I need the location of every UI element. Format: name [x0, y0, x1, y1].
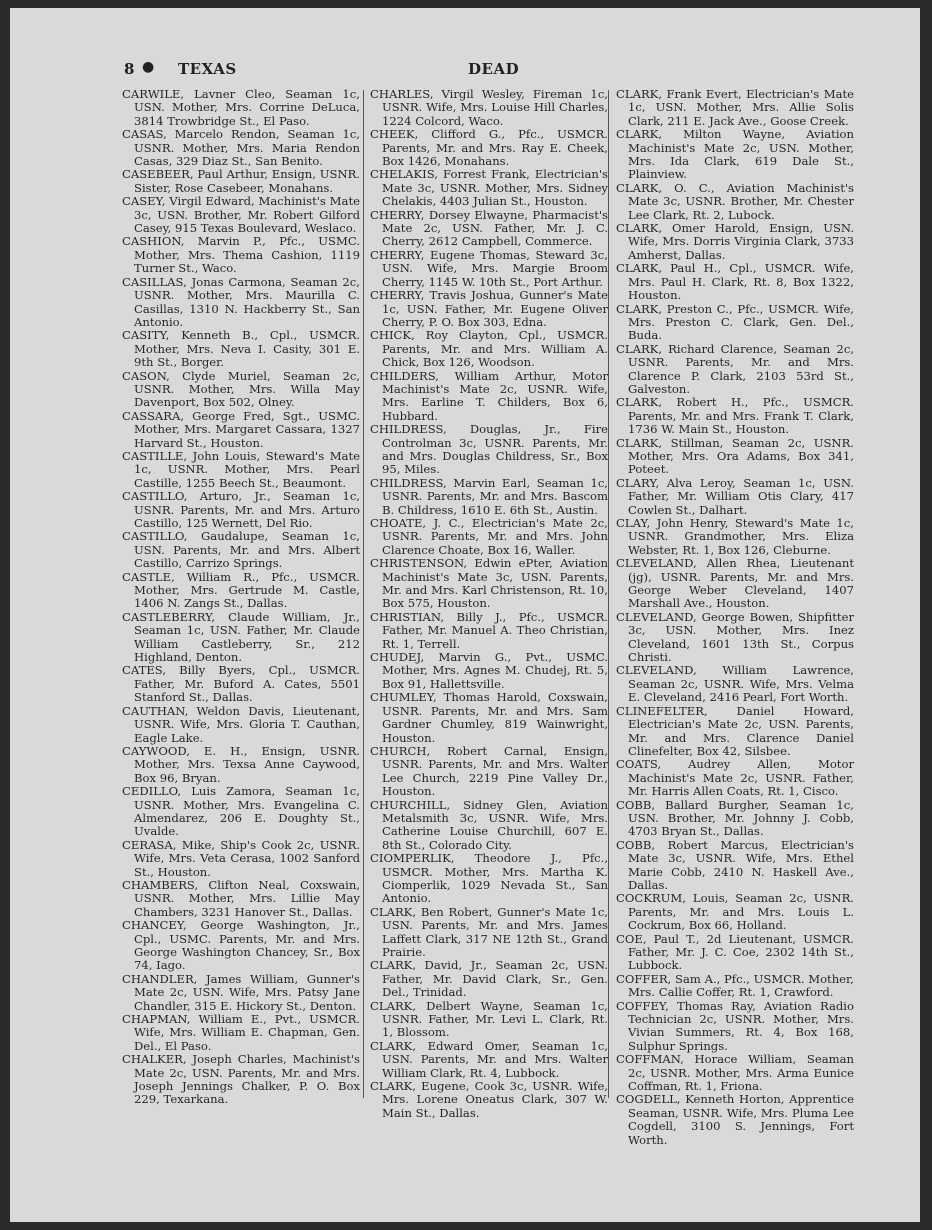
casualty-entry: CHANDLER, James William, Gunner's Mate 2c, USN. Wife, Mrs. Patsy Jane Chandler, 315 E. Hickory St., Denton.	[122, 971, 360, 1013]
casualty-entry: CLAY, John Henry, Steward's Mate 1c, USNR. Grandmother, Mrs. Eliza Webster, Rt. 1, Box 126, Cleburne.	[616, 516, 854, 557]
casualty-entry: CHRISTENSON, Edwin ePter, Aviation Machinist's Mate 3c, USN. Parents, Mr. and Mrs. Karl Christenson, Rt. 10, Box 575, Houston.	[370, 556, 608, 611]
casualty-entry: CHANCEY, George Washington, Jr., Cpl., USMC. Parents, Mr. and Mrs. George Washington Chancey, Sr., Box 74, Iago.	[122, 918, 360, 973]
casualty-entry: CHUDEJ, Marvin G., Pvt., USMC. Mother, Mrs. Agnes M. Chudej, Rt. 5, Box 91, Hallettsville.	[370, 650, 608, 691]
casualty-entry: COE, Paul T., 2d Lieutenant, USMCR. Father, Mr. J. C. Coe, 2302 14th St., Lubbock.	[616, 931, 854, 973]
casualty-entry: CHAMBERS, Clifton Neal, Coxswain, USNR. Mother, Mrs. Lillie May Chambers, 3231 Hanover St., Dallas.	[122, 877, 360, 919]
section-title: DEAD	[468, 60, 520, 78]
casualty-entry: CHICK, Roy Clayton, Cpl., USMCR. Parents, Mr. and Mrs. William A. Chick, Box 126, Woodson.	[370, 328, 608, 370]
casualty-entry: CASTILLO, Gaudalupe, Seaman 1c, USN. Parents, Mr. and Mrs. Albert Castillo, Carrizo Springs.	[122, 529, 360, 571]
casualty-entry: CLARK, David, Jr., Seaman 2c, USN. Father, Mr. David Clark, Sr., Gen. Del., Trinidad.	[370, 958, 608, 1000]
casualty-entry: CARWILE, Lavner Cleo, Seaman 1c, USN. Mother, Mrs. Corrine DeLuca, 3814 Trowbridge St., El Paso.	[122, 87, 360, 128]
casualty-entry: CLARK, Frank Evert, Electrician's Mate 1c, USN. Mother, Mrs. Allie Solis Clark, 211 E. Jack Ave., Goose Creek.	[616, 87, 854, 128]
document-page	[10, 8, 920, 1222]
casualty-entry: CLARK, Stillman, Seaman 2c, USNR. Mother, Mrs. Ora Adams, Box 341, Poteet.	[616, 435, 854, 477]
casualty-entry: CHAPMAN, William E., Pvt., USMCR. Wife, Mrs. William E. Chapman, Gen. Del., El Paso.	[122, 1012, 360, 1053]
casualty-entry: CHELAKIS, Forrest Frank, Electrician's Mate 3c, USNR. Mother, Mrs. Sidney Chelakis, 4403 Julian St., Houston.	[370, 167, 608, 209]
casualty-entry: CIOMPERLIK, Theodore J., Pfc., USMCR. Mother, Mrs. Martha K. Ciomperlik, 1029 Nevada St., San Antonio.	[370, 851, 608, 906]
casualty-entry: CLARK, Omer Harold, Ensign, USN. Wife, Mrs. Dorris Virginia Clark, 3733 Amherst, Dallas.	[616, 221, 854, 262]
state-title: TEXAS	[178, 60, 237, 78]
casualty-entry: CHUMLEY, Thomas Harold, Coxswain, USNR. Parents, Mr. and Mrs. Sam Gardner Chumley, 819 Wainwright, Houston.	[370, 690, 608, 745]
casualty-entry: CLINEFELTER, Daniel Howard, Electrician's Mate 2c, USN. Parents, Mr. and Mrs. Clarence Daniel Clinefelter, Box 42, Silsbee.	[616, 703, 854, 758]
casualty-entry: CLARK, Delbert Wayne, Seaman 1c, USNR. Father, Mr. Levi L. Clark, Rt. 1, Blossom.	[370, 998, 608, 1040]
casualty-entry: CAUTHAN, Weldon Davis, Lieutenant, USNR. Wife, Mrs. Gloria T. Cauthan, Eagle Lake.	[122, 703, 360, 745]
column-3	[616, 88, 854, 1147]
casualty-entry: CASITY, Kenneth B., Cpl., USMCR. Mother, Mrs. Neva I. Casity, 301 E. 9th St., Borger.	[122, 328, 360, 370]
casualty-entry: CASON, Clyde Muriel, Seaman 2c, USNR. Mother, Mrs. Willa May Davenport, Box 502, Olney.	[122, 368, 360, 410]
casualty-entry: CASTILLO, Arturo, Jr., Seaman 1c, USNR. Parents, Mr. and Mrs. Arturo Castillo, 125 Wernett, Del Rio.	[122, 489, 360, 530]
casualty-entry: CLARK, Milton Wayne, Aviation Machinist's Mate 2c, USN. Mother, Mrs. Ida Clark, 619 Dale St., Plainview.	[616, 127, 854, 182]
casualty-entry: CATES, Billy Byers, Cpl., USMCR. Father, Mr. Buford A. Cates, 5501 Stanford St., Dallas.	[122, 663, 360, 705]
casualty-entry: CHERRY, Dorsey Elwayne, Pharmacist's Mate 2c, USN. Father, Mr. J. C. Cherry, 2612 Campbell, Commerce.	[370, 207, 608, 249]
casualty-entry: CLEVELAND, George Bowen, Shipfitter 3c, USN. Mother, Mrs. Inez Cleveland, 1601 13th St., Corpus Christi.	[616, 609, 854, 665]
casualty-entry: CASAS, Marcelo Rendon, Seaman 1c, USNR. Mother, Mrs. Maria Rendon Casas, 329 Diaz St., San Benito.	[122, 127, 360, 169]
casualty-entry: COCKRUM, Louis, Seaman 2c, USNR. Parents, Mr. and Mrs. Louis L. Cockrum, Box 66, Holland.	[616, 891, 854, 933]
casualty-entry: CLARK, Eugene, Cook 3c, USNR. Wife, Mrs. Lorene Oneatus Clark, 307 W. Main St., Dallas.	[370, 1079, 608, 1120]
casualty-entry: CHURCHILL, Sidney Glen, Aviation Metalsmith 3c, USNR. Wife, Mrs. Catherine Louise Churchill, 607 E. 8th St., Colorado City.	[370, 797, 608, 852]
column-1	[122, 88, 360, 1107]
casualty-entry: CHERRY, Eugene Thomas, Steward 3c, USN. Wife, Mrs. Margie Broom Cherry, 1145 W. 10th St., Port Arthur.	[370, 247, 608, 289]
casualty-entry: COBB, Ballard Burgher, Seaman 1c, USN. Brother, Mr. Johnny J. Cobb, 4703 Bryan St., Dallas.	[616, 797, 854, 839]
page-number: 8	[124, 60, 135, 78]
casualty-entry: CASEY, Virgil Edward, Machinist's Mate 3c, USN. Brother, Mr. Robert Gilford Casey, 915 Texas Boulevard, Weslaco.	[122, 194, 360, 236]
page-header	[122, 60, 862, 82]
casualty-entry: CLARK, Paul H., Cpl., USMCR. Wife, Mrs. Paul H. Clark, Rt. 8, Box 1322, Houston.	[616, 261, 854, 303]
casualty-entry: CHILDERS, William Arthur, Motor Machinist's Mate 2c, USNR. Wife, Mrs. Earline T. Childers, Box 6, Hubbard.	[370, 368, 608, 423]
casualty-entry: CAYWOOD, E. H., Ensign, USNR. Mother, Mrs. Texsa Anne Caywood, Box 96, Bryan.	[122, 743, 360, 785]
casualty-entry: CASTLE, William R., Pfc., USMCR. Mother, Mrs. Gertrude M. Castle, 1406 N. Zangs St., Dallas.	[122, 569, 360, 611]
casualty-entry: CASILLAS, Jonas Carmona, Seaman 2c, USNR. Mother, Mrs. Maurilla C. Casillas, 1310 N. Hackberry St., San Antonio.	[122, 274, 360, 329]
casualty-entry: CHILDRESS, Douglas, Jr., Fire Controlman 3c, USNR. Parents, Mr. and Mrs. Douglas Childress, Sr., Box 95, Miles.	[370, 422, 608, 477]
casualty-entry: CLARK, Robert H., Pfc., USMCR. Parents, Mr. and Mrs. Frank T. Clark, 1736 W. Main St., Houston.	[616, 395, 854, 437]
casualty-entry: CLARK, Edward Omer, Seaman 1c, USN. Parents, Mr. and Mrs. Walter William Clark, Rt. 4, Lubbock.	[370, 1038, 608, 1080]
casualty-entry: CASTLEBERRY, Claude William, Jr., Seaman 1c, USN. Father, Mr. Claude William Castleberry, Sr., 212 Highland, Denton.	[122, 609, 360, 665]
casualty-entry: CASEBEER, Paul Arthur, Ensign, USNR. Sister, Rose Casebeer, Monahans.	[122, 167, 360, 195]
casualty-entry: CHURCH, Robert Carnal, Ensign, USNR. Parents, Mr. and Mrs. Walter Lee Church, 2219 Pine Valley Dr., Houston.	[370, 743, 608, 799]
casualty-entry: COGDELL, Kenneth Horton, Apprentice Seaman, USNR. Wife, Mrs. Pluma Lee Cogdell, 3100 S. Jennings, Fort Worth.	[616, 1092, 854, 1147]
casualty-entry: CHRISTIAN, Billy J., Pfc., USMCR. Father, Mr. Manuel A. Theo Christian, Rt. 1, Terrell.	[370, 609, 608, 651]
column-divider	[608, 90, 609, 1098]
casualty-entry: COATS, Audrey Allen, Motor Machinist's Mate 2c, USNR. Father, Mr. Harris Allen Coats, Rt. 1, Cisco.	[616, 757, 854, 799]
casualty-entry: CHALKER, Joseph Charles, Machinist's Mate 2c, USN. Parents, Mr. and Mrs. Joseph Jennings Chalker, P. O. Box 229, Texarkana.	[122, 1052, 360, 1107]
casualty-entry: COFFEY, Thomas Ray, Aviation Radio Technician 2c, USNR. Mother, Mrs. Vivian Summers, Rt. 4, Box 168, Sulphur Springs.	[616, 998, 854, 1053]
casualty-entry: CHERRY, Travis Joshua, Gunner's Mate 1c, USN. Father, Mr. Eugene Oliver Cherry, P. O. Box 303, Edna.	[370, 288, 608, 329]
casualty-entry: COFFMAN, Horace William, Seaman 2c, USNR. Mother, Mrs. Arma Eunice Coffman, Rt. 1, Friona.	[616, 1052, 854, 1094]
casualty-entry: CLARK, O. C., Aviation Machinist's Mate 3c, USNR. Brother, Mr. Chester Lee Clark, Rt. 2, Lubock.	[616, 180, 854, 222]
casualty-entry: CHARLES, Virgil Wesley, Fireman 1c, USNR. Wife, Mrs. Louise Hill Charles, 1224 Colcord, Waco.	[370, 87, 608, 128]
casualty-entry: CHILDRESS, Marvin Earl, Seaman 1c, USNR. Parents, Mr. and Mrs. Bascom B. Childress, 1610 E. 6th St., Austin.	[370, 475, 608, 517]
casualty-entry: CHEEK, Clifford G., Pfc., USMCR. Parents, Mr. and Mrs. Ray E. Cheek, Box 1426, Monahans.	[370, 127, 608, 169]
bullet-icon: ●	[142, 59, 155, 75]
casualty-entry: CASTILLE, John Louis, Steward's Mate 1c, USNR. Mother, Mrs. Pearl Castille, 1255 Beech St., Beaumont.	[122, 448, 360, 490]
casualty-entry: CLEVELAND, William Lawrence, Seaman 2c, USNR. Wife, Mrs. Velma E. Cleveland, 2416 Pearl, Fort Worth.	[616, 663, 854, 705]
casualty-entry: CERASA, Mike, Ship's Cook 2c, USNR. Wife, Mrs. Veta Cerasa, 1002 Sanford St., Houston.	[122, 837, 360, 879]
casualty-entry: CLARK, Ben Robert, Gunner's Mate 1c, USN. Parents, Mr. and Mrs. James Laffett Clark, 317 NE 12th St., Grand Prairie.	[370, 904, 608, 959]
casualty-entry: CLARK, Richard Clarence, Seaman 2c, USNR. Parents, Mr. and Mrs. Clarence P. Clark, 2103 53rd St., Galveston.	[616, 341, 854, 396]
column-divider	[363, 90, 364, 1098]
casualty-entry: COBB, Robert Marcus, Electrician's Mate 3c, USNR. Wife, Mrs. Ethel Marie Cobb, 2410 N. Haskell Ave., Dallas.	[616, 837, 854, 892]
casualty-entry: CLEVELAND, Allen Rhea, Lieutenant (jg), USNR. Parents, Mr. and Mrs. George Weber Cleveland, 1407 Marshall Ave., Houston.	[616, 556, 854, 611]
casualty-entry: CASHION, Marvin P., Pfc., USMC. Mother, Mrs. Thema Cashion, 1119 Turner St., Waco.	[122, 234, 360, 276]
casualty-entry: CHOATE, J. C., Electrician's Mate 2c, USNR. Parents, Mr. and Mrs. John Clarence Choate, Box 16, Waller.	[370, 516, 608, 557]
casualty-entry: CLARY, Alva Leroy, Seaman 1c, USN. Father, Mr. William Otis Clary, 417 Cowlen St., Dalhart.	[616, 475, 854, 517]
column-2	[370, 88, 608, 1120]
casualty-entry: CLARK, Preston C., Pfc., USMCR. Wife, Mrs. Preston C. Clark, Gen. Del., Buda.	[616, 301, 854, 343]
casualty-entry: CASSARA, George Fred, Sgt., USMC. Mother, Mrs. Margaret Cassara, 1327 Harvard St., Houston.	[122, 408, 360, 450]
casualty-entry: CEDILLO, Luis Zamora, Seaman 1c, USNR. Mother, Mrs. Evangelina C. Almendarez, 206 E. Doughty St., Uvalde.	[122, 784, 360, 839]
casualty-entry: COFFER, Sam A., Pfc., USMCR. Mother, Mrs. Callie Coffer, Rt. 1, Crawford.	[616, 971, 854, 1000]
